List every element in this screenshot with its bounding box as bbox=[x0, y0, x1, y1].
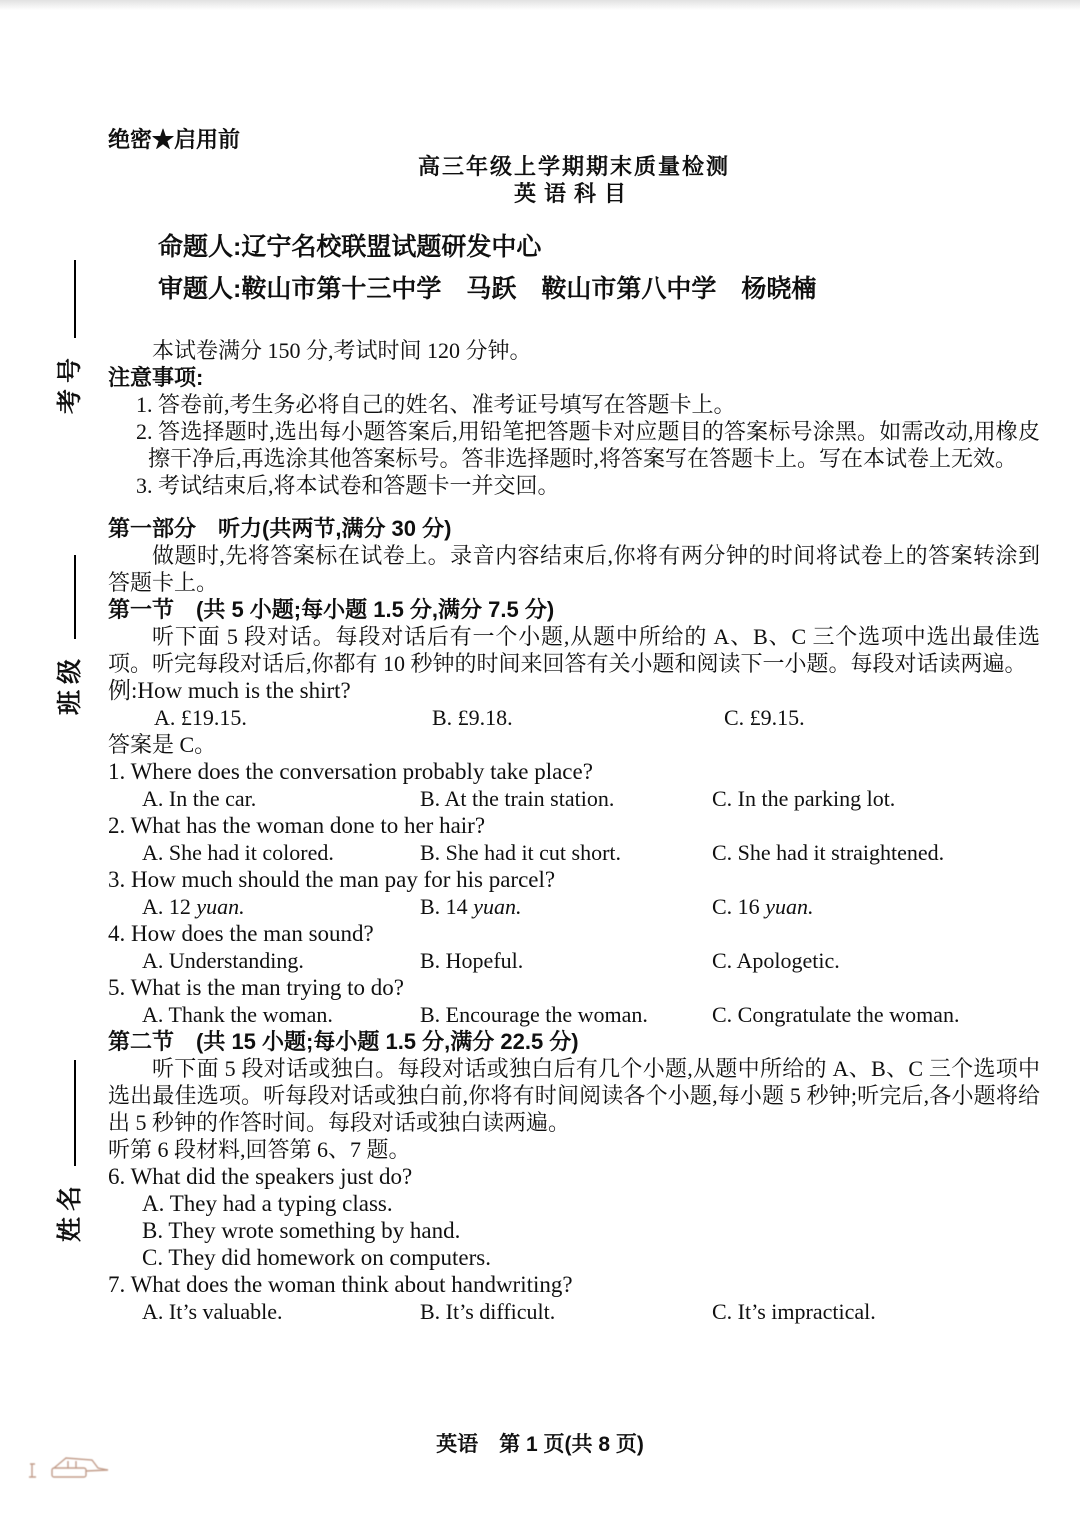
question-2: 2. What has the woman done to her hair? bbox=[108, 813, 486, 838]
question-3: 3. How much should the man pay for his parcel? bbox=[108, 867, 556, 892]
question-7-options bbox=[108, 1298, 1040, 1325]
example-answer: 答案是 C。 bbox=[108, 732, 217, 757]
q7-option-b: B. It’s difficult. bbox=[420, 1299, 556, 1324]
q6-option-c: C. They did homework on computers. bbox=[142, 1245, 491, 1270]
class-label: 班级 bbox=[57, 652, 84, 715]
exam-content bbox=[108, 126, 1040, 1325]
q4-option-a: A. Understanding. bbox=[142, 948, 304, 973]
name-label: 姓名 bbox=[57, 1179, 84, 1242]
q3-option-b bbox=[420, 893, 712, 920]
q7-option-a: A. It’s valuable. bbox=[142, 1299, 283, 1324]
q4-option-b: B. Hopeful. bbox=[420, 948, 524, 973]
exam-number-label: 考号 bbox=[57, 351, 84, 414]
example-question: 例:How much is the shirt? bbox=[108, 678, 351, 703]
example-option-b: B. £9.18. bbox=[432, 705, 513, 730]
question-4: 4. How does the man sound? bbox=[108, 921, 374, 946]
class-blank-line bbox=[74, 555, 76, 639]
q1-option-c: C. In the parking lot. bbox=[712, 786, 896, 811]
q3-option-a bbox=[142, 893, 420, 920]
q3-b-unit: yuan. bbox=[473, 894, 522, 919]
page-title: 高三年级上学期期末质量检测 bbox=[417, 154, 730, 179]
q1-option-b: B. At the train station. bbox=[420, 786, 615, 811]
question-6: 6. What did the speakers just do? bbox=[108, 1164, 413, 1189]
example-option-a: A. £19.15. bbox=[154, 705, 247, 730]
q5-option-b: B. Encourage the woman. bbox=[420, 1002, 648, 1027]
q2-option-c: C. She had it straightened. bbox=[712, 840, 945, 865]
exam-number-blank-line bbox=[74, 260, 76, 338]
section1-intro: 听下面 5 段对话。每段对话后有一个小题,从题中所给的 A、B、C 三个选项中选出最佳选项。听完每段对话后,你都有 10 秒钟的时间来回答有关小题和阅读下一小题。每段对话读两遍。 bbox=[108, 624, 1040, 676]
q2-option-b: B. She had it cut short. bbox=[420, 840, 622, 865]
q4-option-c: C. Apologetic. bbox=[712, 948, 840, 973]
q1-option-a: A. In the car. bbox=[142, 786, 257, 811]
q3-b-number: B. 14 bbox=[420, 894, 474, 919]
section2-intro: 听下面 5 段对话或独白。每段对话或独白后有几个小题,从题中所给的 A、B、C 三个选项中选出最佳选项。听每段对话或独白前,你将有时间阅读各个小题,每小题 5 秒钟;听完后,各小题将给出 5 秒钟的作答时间。每段对话或独白读两遍。 bbox=[108, 1056, 1040, 1135]
q7-option-c: C. It’s impractical. bbox=[712, 1299, 876, 1324]
notice-item-3: 3. 考试结束后,将本试卷和答题卡一并交回。 bbox=[136, 473, 560, 498]
part1-intro: 做题时,先将答案标在试卷上。录音内容结束后,你将有两分钟的时间将试卷上的答案转涂到答题卡上。 bbox=[108, 543, 1040, 595]
page-footer: 英语 第 1 页(共 8 页) bbox=[436, 1433, 644, 1456]
question-5: 5. What is the man trying to do? bbox=[108, 975, 404, 1000]
section2-heading: 第二节 (共 15 小题;每小题 1.5 分,满分 22.5 分) bbox=[108, 1029, 579, 1054]
margin-label-exam-number bbox=[50, 260, 86, 414]
question-4-options bbox=[108, 947, 1040, 974]
question-2-options bbox=[108, 839, 1040, 866]
q3-option-c bbox=[712, 893, 1040, 920]
subject-title: 英语科目 bbox=[513, 181, 634, 206]
corner-watermark-logo bbox=[22, 1452, 118, 1487]
name-blank-line bbox=[74, 1060, 76, 1166]
q3-c-number: C. 16 bbox=[712, 894, 766, 919]
notice-item-2: 2. 答选择题时,选出每小题答案后,用铅笔把答题卡对应题目的答案标号涂黑。如需改动,用橡皮擦干净后,再选涂其他答案标号。答非选择题时,将答案写在答题卡上。写在本试卷上无效。 bbox=[136, 419, 1040, 471]
section1-heading: 第一节 (共 5 小题;每小题 1.5 分,满分 7.5 分) bbox=[108, 597, 555, 622]
q6-option-b: B. They wrote something by hand. bbox=[142, 1218, 461, 1243]
question-3-options bbox=[108, 893, 1040, 920]
question-1: 1. Where does the conversation probably take place? bbox=[108, 759, 593, 784]
reviewer-line: 审题人:鞍山市第十三中学 马跃 鞍山市第八中学 杨晓楠 bbox=[158, 275, 817, 303]
example-options-row bbox=[108, 704, 1040, 731]
q6-option-a: A. They had a typing class. bbox=[142, 1191, 393, 1216]
classified-banner: 绝密★启用前 bbox=[108, 127, 241, 152]
question-1-options bbox=[108, 785, 1040, 812]
q3-a-unit: yuan. bbox=[196, 894, 245, 919]
q5-option-c: C. Congratulate the woman. bbox=[712, 1002, 960, 1027]
margin-label-name bbox=[50, 1060, 86, 1242]
q3-a-number: A. 12 bbox=[142, 894, 197, 919]
question-7: 7. What does the woman think about handwriting? bbox=[108, 1272, 573, 1297]
margin-label-class bbox=[50, 555, 86, 715]
q2-option-a: A. She had it colored. bbox=[142, 840, 334, 865]
notice-item-1: 1. 答卷前,考生务必将自己的姓名、准考证号填写在答题卡上。 bbox=[136, 392, 736, 417]
example-option-c: C. £9.15. bbox=[724, 705, 805, 730]
material-6-note: 听第 6 段材料,回答第 6、7 题。 bbox=[108, 1137, 411, 1162]
scan-edge-shade bbox=[0, 0, 1080, 10]
setter-line: 命题人:辽宁名校联盟试题研发中心 bbox=[158, 233, 542, 261]
question-5-options bbox=[108, 1001, 1040, 1028]
exam-info-line: 本试卷满分 150 分,考试时间 120 分钟。 bbox=[152, 338, 532, 363]
part1-heading: 第一部分 听力(共两节,满分 30 分) bbox=[108, 516, 452, 541]
q5-option-a: A. Thank the woman. bbox=[142, 1002, 333, 1027]
q3-c-unit: yuan. bbox=[765, 894, 814, 919]
notice-heading: 注意事项: bbox=[108, 365, 204, 390]
